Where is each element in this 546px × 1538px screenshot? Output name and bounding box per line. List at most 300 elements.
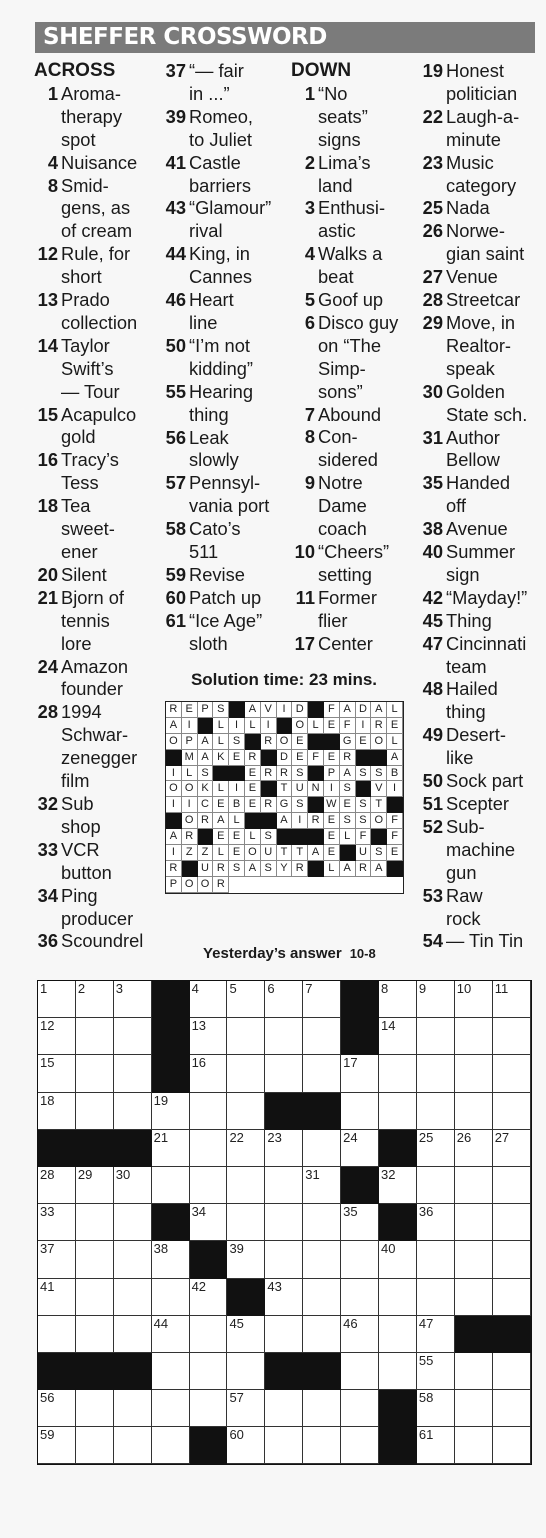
clue-text-line: line bbox=[189, 311, 218, 333]
solution-letter: O bbox=[371, 813, 387, 829]
clue-number: 32 bbox=[37, 792, 58, 814]
grid-cell[interactable] bbox=[152, 1241, 190, 1278]
solution-black-square bbox=[182, 861, 198, 877]
solution-letter: Z bbox=[182, 845, 198, 861]
cell-number: 29 bbox=[77, 1166, 93, 1182]
grid-cell[interactable] bbox=[417, 1353, 455, 1390]
grid-cell[interactable] bbox=[417, 981, 455, 1018]
clue-text-line: lore bbox=[61, 632, 92, 654]
clue-number: 21 bbox=[37, 586, 58, 608]
clue-down-27 bbox=[419, 266, 543, 289]
clue-text-line: Taylor bbox=[61, 334, 110, 356]
clue-down-38 bbox=[419, 518, 543, 541]
clue-text-line: Music bbox=[446, 151, 494, 173]
solution-black-square bbox=[324, 734, 340, 750]
grid-cell[interactable] bbox=[265, 1316, 303, 1353]
grid-cell[interactable] bbox=[379, 981, 417, 1018]
grid-cell[interactable] bbox=[455, 1055, 493, 1092]
cell-number: 27 bbox=[494, 1129, 510, 1145]
grid-cell[interactable] bbox=[303, 1204, 341, 1241]
grid-cell[interactable] bbox=[455, 1390, 493, 1427]
clue-down-19 bbox=[419, 60, 543, 106]
cell-number: 18 bbox=[40, 1092, 55, 1108]
black-square bbox=[114, 1353, 152, 1390]
cell-number: 14 bbox=[381, 1018, 396, 1034]
clue-number: 7 bbox=[304, 403, 315, 425]
solution-caption bbox=[203, 945, 376, 962]
black-square bbox=[379, 1427, 417, 1464]
grid-cell[interactable] bbox=[303, 1167, 341, 1204]
grid-cell[interactable] bbox=[38, 1316, 76, 1353]
solution-letter: R bbox=[356, 861, 372, 877]
grid-cell[interactable] bbox=[190, 981, 228, 1018]
solution-letter: R bbox=[340, 750, 356, 766]
grid-cell[interactable] bbox=[455, 1130, 493, 1167]
clue-down-6 bbox=[291, 312, 416, 404]
clue-across-39 bbox=[162, 106, 289, 152]
grid-cell[interactable] bbox=[114, 1167, 152, 1204]
solution-black-square bbox=[245, 734, 261, 750]
clue-text-line: Castle bbox=[189, 151, 241, 173]
solution-letter: A bbox=[245, 861, 261, 877]
solution-letter: L bbox=[245, 829, 261, 845]
solution-letter: E bbox=[213, 797, 229, 813]
clue-down-22 bbox=[419, 106, 543, 152]
clue-number: 1 bbox=[304, 82, 315, 104]
grid-cell[interactable] bbox=[455, 1018, 493, 1055]
grid-cell[interactable] bbox=[455, 1279, 493, 1316]
grid-cell[interactable] bbox=[38, 1390, 76, 1427]
solution-letter: T bbox=[292, 845, 308, 861]
grid-cell[interactable] bbox=[152, 1093, 190, 1130]
grid-cell[interactable] bbox=[190, 1130, 228, 1167]
grid-cell[interactable] bbox=[341, 1204, 379, 1241]
grid-cell[interactable] bbox=[76, 1055, 114, 1092]
grid-cell[interactable] bbox=[417, 1427, 455, 1464]
clue-down-9 bbox=[291, 472, 416, 541]
solution-date: 10-8 bbox=[349, 946, 376, 961]
grid-cell[interactable] bbox=[341, 1130, 379, 1167]
black-square bbox=[341, 1018, 379, 1055]
grid-cell[interactable] bbox=[341, 1390, 379, 1427]
grid-cell[interactable] bbox=[38, 1204, 76, 1241]
grid-cell[interactable] bbox=[265, 1018, 303, 1055]
grid-cell[interactable] bbox=[227, 1427, 265, 1464]
clue-text-line: beat bbox=[318, 266, 354, 288]
grid-cell[interactable] bbox=[227, 1130, 265, 1167]
clue-number: 29 bbox=[422, 311, 443, 333]
grid-cell[interactable] bbox=[379, 1316, 417, 1353]
grid-cell[interactable] bbox=[341, 1316, 379, 1353]
grid-cell[interactable] bbox=[265, 981, 303, 1018]
grid-cell[interactable] bbox=[341, 1241, 379, 1278]
across-clues-column-1 bbox=[34, 60, 159, 953]
clue-down-1 bbox=[291, 83, 416, 152]
grid-cell[interactable] bbox=[76, 1093, 114, 1130]
grid-cell[interactable] bbox=[303, 1316, 341, 1353]
black-square bbox=[493, 1316, 531, 1353]
solution-letter: A bbox=[166, 829, 182, 845]
solution-letter: A bbox=[277, 813, 293, 829]
clue-text-line: kidding” bbox=[189, 357, 254, 379]
clue-across-16 bbox=[34, 449, 159, 495]
solution-black-square bbox=[308, 702, 324, 718]
black-square bbox=[114, 1130, 152, 1167]
grid-cell[interactable] bbox=[38, 1093, 76, 1130]
black-square bbox=[341, 1167, 379, 1204]
black-square bbox=[152, 981, 190, 1018]
clue-across-20 bbox=[34, 564, 159, 587]
solution-black-square bbox=[371, 829, 387, 845]
grid-cell[interactable] bbox=[455, 1204, 493, 1241]
grid-cell[interactable] bbox=[303, 1427, 341, 1464]
grid-cell[interactable] bbox=[76, 1167, 114, 1204]
clue-text-line: 511 bbox=[189, 541, 219, 563]
cell-number: 8 bbox=[381, 981, 389, 996]
clue-number: 55 bbox=[165, 380, 186, 402]
clue-down-3 bbox=[291, 197, 416, 243]
grid-cell[interactable] bbox=[417, 1130, 455, 1167]
clue-text-line: sign bbox=[446, 563, 480, 585]
grid-cell[interactable] bbox=[76, 1241, 114, 1278]
page-title: SHEFFER CROSSWORD bbox=[35, 22, 535, 53]
grid-cell[interactable] bbox=[38, 1018, 76, 1055]
solution-black-square bbox=[166, 813, 182, 829]
cell-number: 5 bbox=[229, 981, 237, 996]
clue-down-47 bbox=[419, 633, 543, 679]
clue-down-28 bbox=[419, 289, 543, 312]
solution-letter: V bbox=[261, 702, 277, 718]
clue-across-46 bbox=[162, 289, 289, 335]
grid-cell[interactable] bbox=[227, 1204, 265, 1241]
clue-across-24 bbox=[34, 656, 159, 702]
solution-letter: A bbox=[387, 750, 403, 766]
grid-cell[interactable] bbox=[455, 1167, 493, 1204]
clue-text-line: Thing bbox=[446, 609, 492, 631]
clue-text-line: Hailed bbox=[446, 678, 498, 700]
solution-letter: L bbox=[213, 781, 229, 797]
grid-cell[interactable] bbox=[38, 1167, 76, 1204]
cell-number: 38 bbox=[153, 1241, 169, 1257]
solution-letter: T bbox=[277, 781, 293, 797]
grid-cell[interactable] bbox=[303, 1018, 341, 1055]
grid-cell[interactable] bbox=[417, 1018, 455, 1055]
grid-cell[interactable] bbox=[114, 1241, 152, 1278]
grid-cell[interactable] bbox=[265, 1390, 303, 1427]
clue-text-line: team bbox=[446, 655, 487, 677]
grid-cell[interactable] bbox=[227, 981, 265, 1018]
grid-cell[interactable] bbox=[341, 1353, 379, 1390]
solution-letter: D bbox=[356, 702, 372, 718]
grid-cell[interactable] bbox=[379, 1279, 417, 1316]
solution-letter: R bbox=[198, 813, 214, 829]
clue-text-line: collection bbox=[61, 311, 138, 333]
grid-cell[interactable] bbox=[38, 1055, 76, 1092]
cell-number: 33 bbox=[40, 1204, 55, 1220]
grid-cell[interactable] bbox=[152, 1353, 190, 1390]
grid-cell[interactable] bbox=[379, 1093, 417, 1130]
grid-cell[interactable] bbox=[152, 1390, 190, 1427]
clue-text-line: “No bbox=[318, 82, 348, 104]
clue-down-40 bbox=[419, 541, 543, 587]
clue-text-line: Bjorn of bbox=[61, 586, 125, 608]
black-square bbox=[379, 1390, 417, 1427]
clue-text-line: sons” bbox=[318, 380, 363, 402]
solution-letter: R bbox=[261, 797, 277, 813]
grid-cell[interactable] bbox=[455, 981, 493, 1018]
solution-black-square bbox=[261, 781, 277, 797]
cell-number: 34 bbox=[191, 1204, 207, 1220]
grid-cell[interactable] bbox=[152, 1427, 190, 1464]
clue-across-12 bbox=[34, 243, 159, 289]
grid-cell[interactable] bbox=[493, 1390, 531, 1427]
grid-cell[interactable] bbox=[114, 1316, 152, 1353]
clue-across-59 bbox=[162, 564, 289, 587]
grid-cell[interactable] bbox=[265, 1241, 303, 1278]
grid-cell[interactable] bbox=[379, 1167, 417, 1204]
grid-cell[interactable] bbox=[152, 1279, 190, 1316]
grid-cell[interactable] bbox=[38, 1279, 76, 1316]
clue-number: 3 bbox=[304, 197, 315, 219]
grid-cell[interactable] bbox=[114, 1204, 152, 1241]
clue-number: 18 bbox=[37, 495, 58, 517]
solution-letter: L bbox=[182, 766, 198, 782]
grid-cell[interactable] bbox=[417, 1241, 455, 1278]
grid-cell[interactable] bbox=[493, 1093, 531, 1130]
clue-number: 36 bbox=[37, 930, 58, 952]
clue-down-54 bbox=[419, 930, 543, 953]
grid-cell[interactable] bbox=[455, 1241, 493, 1278]
down-clues-column-1 bbox=[291, 60, 416, 656]
solution-black-square bbox=[292, 829, 308, 845]
solution-black-square bbox=[308, 734, 324, 750]
solution-black-square bbox=[213, 766, 229, 782]
clue-text-line: gold bbox=[61, 426, 96, 448]
solution-letter: Y bbox=[277, 861, 293, 877]
grid-cell[interactable] bbox=[76, 981, 114, 1018]
clue-text-line: minute bbox=[446, 128, 501, 150]
grid-cell[interactable] bbox=[341, 1427, 379, 1464]
clue-number: 24 bbox=[37, 655, 58, 677]
grid-cell[interactable] bbox=[190, 1204, 228, 1241]
grid-cell[interactable] bbox=[417, 1279, 455, 1316]
clue-down-45 bbox=[419, 610, 543, 633]
clue-text-line: coach bbox=[318, 518, 367, 540]
grid-cell[interactable] bbox=[38, 981, 76, 1018]
grid-cell[interactable] bbox=[190, 1316, 228, 1353]
grid-cell[interactable] bbox=[379, 1018, 417, 1055]
clue-text-line: Scepter bbox=[446, 793, 510, 814]
grid-cell[interactable] bbox=[227, 1018, 265, 1055]
grid-cell[interactable] bbox=[493, 1279, 531, 1316]
grid-cell[interactable] bbox=[493, 1130, 531, 1167]
solution-letter: R bbox=[277, 766, 293, 782]
grid-cell[interactable] bbox=[114, 1390, 152, 1427]
solution-letter: O bbox=[182, 813, 198, 829]
grid-cell[interactable] bbox=[265, 1130, 303, 1167]
grid-cell[interactable] bbox=[379, 1353, 417, 1390]
cell-number: 32 bbox=[381, 1166, 396, 1182]
grid-cell[interactable] bbox=[265, 1204, 303, 1241]
grid-cell[interactable] bbox=[341, 1093, 379, 1130]
solution-letter: B bbox=[229, 797, 245, 813]
solution-letter: O bbox=[277, 734, 293, 750]
grid-cell[interactable] bbox=[76, 1018, 114, 1055]
grid-cell[interactable] bbox=[265, 1167, 303, 1204]
solution-letter: E bbox=[245, 797, 261, 813]
grid-cell[interactable] bbox=[493, 1055, 531, 1092]
grid-cell[interactable] bbox=[190, 1353, 228, 1390]
grid-cell[interactable] bbox=[303, 1241, 341, 1278]
grid-cell[interactable] bbox=[455, 1353, 493, 1390]
solution-letter: Z bbox=[198, 845, 214, 861]
solution-letter: S bbox=[292, 766, 308, 782]
grid-cell[interactable] bbox=[265, 1279, 303, 1316]
solution-letter: E bbox=[245, 781, 261, 797]
clue-text-line: — Tour bbox=[61, 380, 120, 402]
grid-cell[interactable] bbox=[76, 1427, 114, 1464]
grid-cell[interactable] bbox=[417, 1167, 455, 1204]
clue-number: 60 bbox=[165, 586, 186, 608]
grid-cell[interactable] bbox=[303, 1390, 341, 1427]
cell-number: 57 bbox=[229, 1390, 244, 1406]
clue-text-line: slowly bbox=[189, 449, 239, 471]
solution-letter: P bbox=[182, 734, 198, 750]
clue-number: 25 bbox=[422, 197, 443, 219]
grid-cell[interactable] bbox=[114, 1093, 152, 1130]
grid-cell[interactable] bbox=[227, 1353, 265, 1390]
grid-cell[interactable] bbox=[303, 1279, 341, 1316]
grid-cell[interactable] bbox=[417, 1093, 455, 1130]
grid-cell[interactable] bbox=[341, 1055, 379, 1092]
grid-cell[interactable] bbox=[152, 1167, 190, 1204]
solution-letter: E bbox=[245, 766, 261, 782]
grid-cell[interactable] bbox=[190, 1390, 228, 1427]
clue-text-line: Sub bbox=[61, 792, 94, 814]
grid-cell[interactable] bbox=[493, 1353, 531, 1390]
solution-letter: O bbox=[182, 877, 198, 893]
solution-letter: A bbox=[308, 845, 324, 861]
grid-cell[interactable] bbox=[303, 981, 341, 1018]
grid-cell[interactable] bbox=[227, 1241, 265, 1278]
clue-number: 37 bbox=[165, 60, 186, 81]
clue-across-60 bbox=[162, 587, 289, 610]
grid-cell[interactable] bbox=[493, 981, 531, 1018]
clue-number: 8 bbox=[304, 426, 315, 448]
grid-cell[interactable] bbox=[227, 1390, 265, 1427]
clue-across-41 bbox=[162, 152, 289, 198]
cell-number: 59 bbox=[40, 1427, 55, 1443]
grid-cell[interactable] bbox=[303, 1055, 341, 1092]
solution-letter: R bbox=[292, 861, 308, 877]
grid-cell[interactable] bbox=[227, 1316, 265, 1353]
grid-cell[interactable] bbox=[417, 1390, 455, 1427]
grid-cell[interactable] bbox=[379, 1055, 417, 1092]
clue-number: 11 bbox=[295, 586, 315, 608]
clue-number: 54 bbox=[422, 930, 443, 952]
clue-down-2 bbox=[291, 152, 416, 198]
grid-cell[interactable] bbox=[379, 1241, 417, 1278]
solution-letter: O bbox=[166, 781, 182, 797]
grid-cell[interactable] bbox=[114, 981, 152, 1018]
solution-letter: I bbox=[261, 718, 277, 734]
grid-cell[interactable] bbox=[341, 1279, 379, 1316]
grid-cell[interactable] bbox=[76, 1316, 114, 1353]
grid-cell[interactable] bbox=[227, 1167, 265, 1204]
black-square bbox=[190, 1427, 228, 1464]
grid-cell[interactable] bbox=[190, 1018, 228, 1055]
solution-letter: L bbox=[245, 718, 261, 734]
clue-text-line: Desert- bbox=[446, 724, 506, 746]
clue-down-26 bbox=[419, 220, 543, 266]
grid-cell[interactable] bbox=[38, 1241, 76, 1278]
grid-cell[interactable] bbox=[227, 1055, 265, 1092]
grid-cell[interactable] bbox=[76, 1390, 114, 1427]
grid-cell[interactable] bbox=[227, 1093, 265, 1130]
grid-cell[interactable] bbox=[76, 1279, 114, 1316]
cell-number: 42 bbox=[191, 1278, 207, 1294]
clue-text-line: speak bbox=[446, 357, 495, 379]
grid-cell[interactable] bbox=[114, 1055, 152, 1092]
grid-cell[interactable] bbox=[190, 1055, 228, 1092]
grid-cell[interactable] bbox=[190, 1093, 228, 1130]
grid-cell[interactable] bbox=[190, 1167, 228, 1204]
grid-cell[interactable] bbox=[493, 1427, 531, 1464]
grid-cell[interactable] bbox=[417, 1204, 455, 1241]
grid-cell[interactable] bbox=[152, 1316, 190, 1353]
clue-down-42 bbox=[419, 587, 543, 610]
grid-cell[interactable] bbox=[152, 1130, 190, 1167]
solution-letter: S bbox=[229, 734, 245, 750]
grid-cell[interactable] bbox=[417, 1316, 455, 1353]
clue-number: 27 bbox=[422, 266, 443, 288]
clue-number: 46 bbox=[165, 289, 186, 311]
grid-cell[interactable] bbox=[455, 1093, 493, 1130]
grid-cell[interactable] bbox=[303, 1130, 341, 1167]
grid-cell[interactable] bbox=[114, 1279, 152, 1316]
crossword-grid bbox=[37, 980, 532, 1465]
grid-cell[interactable] bbox=[114, 1018, 152, 1055]
grid-cell[interactable] bbox=[190, 1279, 228, 1316]
solution-letter: R bbox=[166, 702, 182, 718]
clue-number: 15 bbox=[37, 403, 58, 425]
solution-black-square bbox=[371, 750, 387, 766]
clue-text-line: Con- bbox=[318, 426, 358, 448]
grid-cell[interactable] bbox=[455, 1427, 493, 1464]
clue-text-line: Nada bbox=[446, 197, 490, 219]
grid-cell[interactable] bbox=[76, 1204, 114, 1241]
grid-cell[interactable] bbox=[493, 1167, 531, 1204]
solution-letter: P bbox=[166, 877, 182, 893]
grid-cell[interactable] bbox=[493, 1018, 531, 1055]
clue-text-line: Pennsyl- bbox=[189, 472, 261, 494]
clue-text-line: Silent bbox=[61, 563, 107, 585]
solution-letter: F bbox=[387, 829, 403, 845]
grid-cell[interactable] bbox=[38, 1427, 76, 1464]
grid-cell[interactable] bbox=[114, 1427, 152, 1464]
grid-cell[interactable] bbox=[493, 1241, 531, 1278]
grid-cell[interactable] bbox=[265, 1055, 303, 1092]
solution-letter: S bbox=[371, 766, 387, 782]
clue-text-line: — Tin Tin bbox=[446, 930, 524, 952]
grid-cell[interactable] bbox=[417, 1055, 455, 1092]
solution-letter: D bbox=[292, 702, 308, 718]
grid-cell[interactable] bbox=[493, 1204, 531, 1241]
grid-cell[interactable] bbox=[265, 1427, 303, 1464]
clue-text-line: land bbox=[318, 174, 353, 196]
clue-number: 20 bbox=[37, 563, 58, 585]
clue-down-23 bbox=[419, 152, 543, 198]
